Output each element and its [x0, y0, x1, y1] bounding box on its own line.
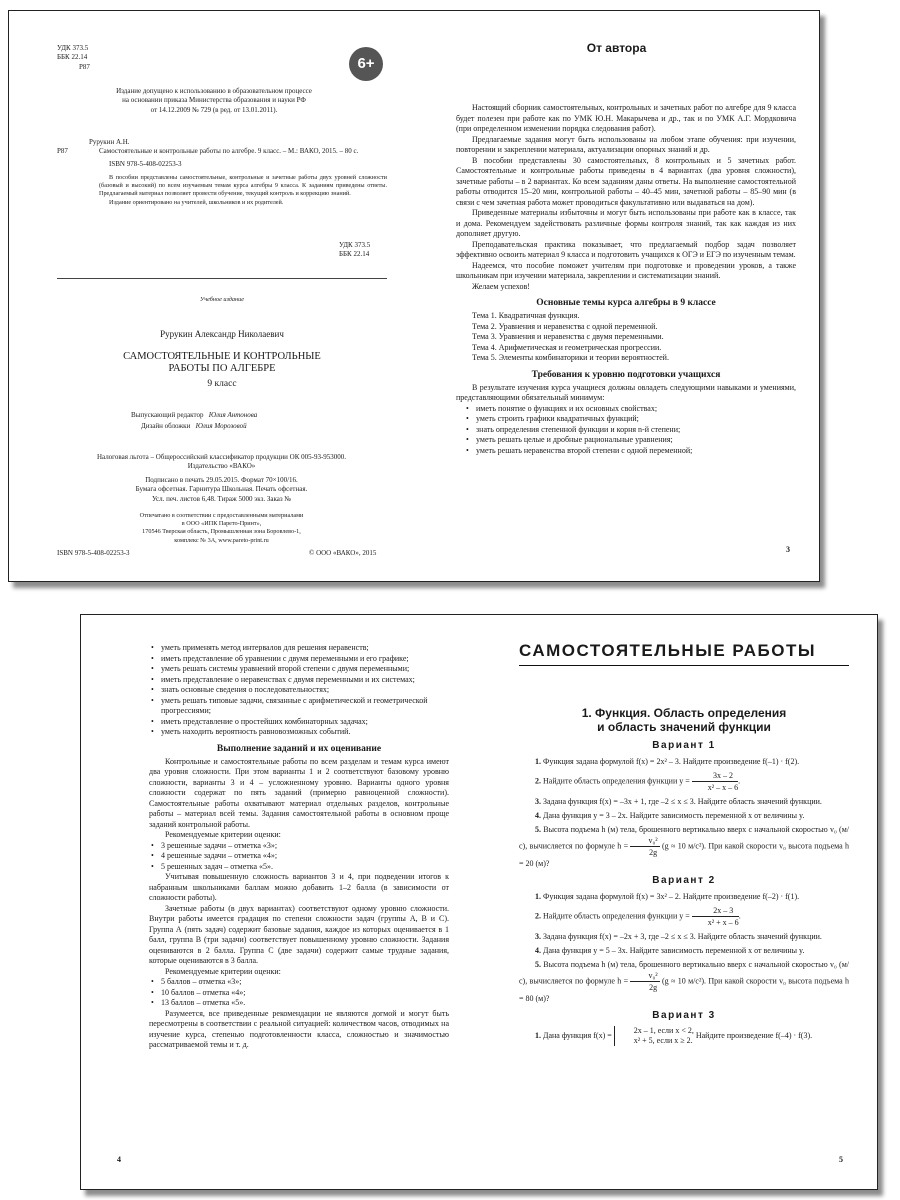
print-line: Усл. печ. листов 6,48. Тираж 5000 экз. Заказ № [151, 494, 292, 503]
paragraph: Учитывая повышенную сложность вариантов 3 и 4, при подведении итогов к набранным школьниками баллам можно добавить 1–2 балла (в зависимости от сложности работы). [149, 872, 449, 902]
udk-block [57, 44, 90, 72]
task-number: 5. [535, 825, 541, 834]
edition-type: Учебное издание [200, 296, 244, 303]
divider [57, 278, 387, 279]
grading-heading: Выполнение заданий и их оценивание [216, 743, 382, 754]
numerator: 3x – 2 [692, 770, 738, 782]
task-text: Найдите произведение [695, 1030, 774, 1040]
printer-line: 170546 Тверская область, Промышленная зона Боровлево-1, [142, 528, 301, 536]
piecewise-case: 2x – 1, если x < 2, [633, 1026, 694, 1035]
page-title: САМОСТОЯТЕЛЬНЫЕ РАБОТЫ [519, 641, 849, 666]
task-text: Дана функция f(x) = [543, 1030, 612, 1040]
list-item: • уметь находить вероятность равновозможных событий. [149, 727, 449, 738]
task-text: Функция задана формулой f(x) = 3x² – 2. Найдите произведение f(–2) · f(1). [543, 892, 800, 901]
paragraph: Зачетные работы (в двух вариантах) соответствуют одному уровню сложности. Внутри работы имеется градация по степени сложности задач (группы А, В и С). Группа А (пять задач) содержит базовые задания, каждое из которых оценивается в 1 балл, группа В (три задачи) соответствует повышенному уровню сложности. Задания оцениваются в 2 балла. Группа С (две задачи) содержит самые трудные задания, которые оцениваются в 3 балла. [149, 903, 449, 965]
isbn: ISBN 978-5-408-02253-3 [109, 159, 182, 168]
editor-label: Выпускающий редактор [131, 411, 204, 419]
list-item: • уметь решать системы уравнений второй степени с двумя переменными; [149, 664, 449, 675]
criteria-label: Рекомендуемые критерии оценки: [165, 830, 281, 839]
topic-item: Тема 4. Арифметическая и геометрическая прогрессии. [472, 342, 662, 352]
piecewise [614, 1026, 694, 1046]
cover-line [141, 422, 247, 431]
topic-item: Тема 3. Уравнения и неравенства с двумя переменными. [472, 332, 664, 341]
list-item: • 10 баллов – отметка «4»; [149, 988, 449, 999]
task-number: 4. [535, 811, 541, 820]
fraction [630, 835, 659, 858]
spread-pages-2-3 [8, 10, 820, 582]
list-item: • уметь строить графики квадратичных функций; [464, 414, 796, 425]
udk-right-block [339, 241, 370, 260]
approval-line: на основании приказа Министерства образования и науки РФ [122, 96, 306, 105]
catalog-card [57, 138, 387, 207]
guidelines-body [149, 643, 449, 1051]
variant-heading: Вариант 3 [652, 1010, 716, 1021]
publisher: Издательство «ВАКО» [187, 462, 256, 471]
criteria-list [149, 977, 449, 1009]
section-title-line: и область значений функции [597, 720, 771, 734]
task-text: . [738, 911, 741, 921]
section-title [519, 706, 849, 734]
bbk-line: ББК 22.14 [339, 250, 370, 259]
foreword-body [456, 103, 796, 456]
requirements-list [456, 404, 796, 457]
page-title: От автора [586, 41, 647, 55]
task-text: (g ≈ 10 м/с²). При какой скорости v₀ высота подъема h = 80 (м)? [519, 976, 850, 1003]
foreword-page [414, 11, 819, 581]
print-line: Бумага офсетная. Гарнитура Школьная. Печать офсетная. [135, 485, 308, 494]
task-number: 4. [535, 946, 541, 955]
denominator: x² – x – 6 [707, 783, 739, 792]
paragraph: Предлагаемые задания могут быть использованы на любом этапе обучения: при изучении, повторении и закреплении материала, актуализации опорных знаний и др. [456, 134, 796, 154]
denominator: x² + x – 6 [707, 918, 739, 927]
paragraph: Приведенные материалы избыточны и могут быть использованы при работе как в классе, так и дома. Рекомендуем задействовать различные формы контроля знаний, так как каждая из них дополняет другую. [456, 208, 796, 238]
topic-item: Тема 5. Элементы комбинаторики и теории вероятностей. [472, 353, 669, 362]
spread-pages-4-5 [80, 614, 878, 1190]
task-text: Высота подъема h (м) тела, брошенного вертикально вверх с начальной скоростью v₀ (м/с), вычисляется по формуле h = [519, 825, 849, 851]
denominator: 2g [649, 848, 658, 857]
age-rating-badge: 6+ [349, 47, 383, 81]
task [519, 810, 849, 821]
topic-item: Тема 1. Квадратичная функция. [472, 311, 580, 320]
task-number: 1. [535, 757, 541, 766]
task-text: . [738, 776, 741, 786]
task-number: 3. [535, 797, 541, 806]
task [519, 756, 849, 767]
task [519, 905, 849, 928]
task-text: Дана функция y = 3 – 2x. Найдите зависимость переменной x от величины y. [543, 811, 805, 820]
task-text: Найдите область определения функции y = [543, 776, 690, 786]
printer-line: в ООО «ИПК Парето-Принт», [181, 520, 262, 528]
criteria-list [149, 841, 449, 873]
list-item: • уметь решать целые и дробные рациональные уравнения; [464, 435, 796, 446]
list-item: • знать основные сведения о последовательностях; [149, 685, 449, 696]
editor-line [131, 411, 257, 420]
list-item: • 5 решенных задач – отметка «5». [149, 862, 449, 873]
task-text: Функция задана формулой f(x) = 2x² – 3. Найдите произведение f(–1) · f(2). [543, 757, 800, 766]
list-item: • 13 баллов – отметка «5». [149, 998, 449, 1009]
editor-name: Юлия Антонова [208, 411, 258, 419]
list-item: • 5 баллов – отметка «3»; [149, 977, 449, 988]
bbk-line: ББК 22.14 [57, 53, 88, 62]
criteria-label: Рекомендуемые критерии оценки: [165, 966, 281, 976]
paragraph: Разумеется, все приведенные рекомендации не являются догмой и могут быть пересмотрены в соответствии с реальной ситуацией: количеством часов, отводимых на изучение курса, степенью подготовленности класса, сложностью и значимостью рассматриваемой темы и т. д. [149, 1008, 449, 1049]
requirements-intro: В результате изучения курса учащиеся должны овладеть следующими навыками и умениями, представляющими обязательный минимум: [456, 382, 796, 402]
udk-line: УДК 373.5 [57, 44, 89, 52]
task-number: 1. [535, 1030, 541, 1040]
paragraph: Желаем успехов! [472, 281, 530, 291]
task [519, 1026, 849, 1046]
task-text: Дана функция y = 5 – 3x. Найдите зависимость переменной x от величины y. [543, 946, 805, 955]
task-text: (g ≈ 10 м/с²). При какой скорости v₀ высота подъема h = 20 (м)? [519, 841, 850, 868]
requirements-heading: Требования к уровню подготовки учащихся [531, 369, 721, 380]
imprint-page [9, 11, 414, 581]
list-item: • уметь решать неравенства второй степени с одной переменной; [464, 446, 796, 457]
grade: 9 класс [207, 379, 237, 389]
udk-line: УДК 373.5 [339, 241, 371, 249]
publisher-block [49, 453, 394, 472]
list-item: • 4 решенные задачи – отметка «4»; [149, 851, 449, 862]
paragraph: Преподавательская практика показывает, что предлагаемый подбор задач позволяет эффективно освоить материал 9 класса и подготовить учащихся к ОГЭ и ЕГЭ по изученным темам. [456, 239, 796, 259]
task-number: 3. [535, 932, 541, 941]
printer-line: комплекс № 3А, www.pareto-print.ru [174, 536, 269, 544]
approval-note [49, 87, 379, 115]
piecewise-case: x² + 5, если x ≥ 2. [633, 1036, 693, 1045]
catalog-description: Самостоятельные и контрольные работы по алгебре. 9 класс. – М.: ВАКО, 2015. – 80 с. [99, 147, 359, 156]
printer-line: Отпечатано в соответствии с предоставленными материалами [139, 512, 304, 519]
exercises-page [479, 615, 877, 1189]
page-number: 4 [117, 1155, 121, 1164]
tax-note: Налоговая льгота – Общероссийский классификатор продукции ОК 005-93-953000. [96, 453, 347, 461]
numerator: v₀² [630, 970, 659, 982]
approval-line: от 14.12.2009 № 729 (в ред. от 13.01.2011). [150, 105, 278, 114]
page-number: 5 [839, 1155, 843, 1164]
list-item: • иметь понятие о функциях и их основных свойствах; [464, 404, 796, 415]
list-item: • иметь представление о простейших комбинаторных задачах; [149, 717, 449, 728]
topics-heading: Основные темы курса алгебры в 9 классе [536, 298, 716, 308]
code-line: P87 [79, 62, 90, 71]
task [519, 945, 849, 956]
numerator: v₀² [630, 835, 659, 847]
task-text: f(–4) · f(3). [775, 1030, 813, 1040]
paragraph: Настоящий сборник самостоятельных, контрольных и зачетных работ по алгебре для 9 класса будет полезен при работе как по УМК Ю.Н. Макарычева и др., так и по УМК А.Г. Мордковича (при определенном изменении порядка следования работ). [456, 103, 796, 133]
task-text: Высота подъема h (м) тела, брошенного вертикально вверх с начальной скоростью v₀ (м/с), вычисляется по формуле h = [519, 960, 849, 986]
fraction [692, 770, 741, 793]
exercises-body [519, 641, 849, 1049]
task [519, 796, 849, 807]
list-item: • уметь применять метод интервалов для решения неравенств; [149, 643, 449, 654]
variant-heading: Вариант 2 [652, 875, 716, 886]
task-text: Найдите область определения функции y = [543, 911, 690, 921]
fraction [692, 905, 739, 928]
approval-line: Издание допущено к использованию в образовательном процессе [116, 87, 312, 95]
skills-list [149, 643, 449, 738]
cover-label: Дизайн обложки [141, 422, 191, 430]
topic-item: Тема 2. Уравнения и неравенства с одной переменной. [472, 321, 658, 331]
list-item: • знать определения степенной функции и корня n-й степени; [464, 425, 796, 436]
task-text: Задана функция f(x) = –3x + 1, где –2 ≤ x ≤ 3. Найдите область значений функции. [543, 797, 822, 806]
task [519, 931, 849, 942]
task [519, 959, 849, 1004]
author-short: Рурукин А.Н. [89, 138, 130, 146]
numerator: 2x – 3 [692, 905, 739, 917]
print-info [49, 476, 394, 504]
audience-note: Издание ориентировано на учителей, школьников и их родителей. [109, 198, 284, 206]
book-title: САМОСТОЯТЕЛЬНЫЕ И КОНТРОЛЬНЫЕ РАБОТЫ ПО АЛГЕБРЕ [123, 351, 321, 374]
list-item: • иметь представление об уравнении с двумя переменными и его графике; [149, 654, 449, 665]
task-number: 2. [535, 776, 541, 786]
printer-info [49, 512, 394, 545]
fraction [630, 970, 659, 993]
task-number: 2. [535, 911, 541, 921]
paragraph: Надеемся, что пособие поможет учителям при подготовке и проведении уроков, а также школьникам при изучении материала, закреплении и систематизации знаний. [456, 260, 796, 280]
task [519, 824, 849, 869]
annotation: В пособии представлены самостоятельные, контрольные и зачетные работы двух уровней сложности (базовый и высокий) по всем изучаемым темам курса алгебры 9 класса. К заданиям приведены ответы. Предлагаемый материал позволяет провести обучение, текущий контроль и коррекцию знаний. [99, 173, 387, 198]
task-number: 1. [535, 892, 541, 901]
page-number: 3 [786, 545, 790, 554]
guidelines-page [81, 615, 479, 1189]
list-item: • уметь решать типовые задачи, связанные с арифметической и геометрической прогрессиями; [149, 696, 449, 717]
copyright: © ООО «ВАКО», 2015 [309, 549, 377, 557]
author-full-name: Рурукин Александр Николаевич [160, 329, 284, 339]
denominator: 2g [649, 983, 658, 992]
paragraph: Контрольные и самостоятельные работы по всем разделам и темам курса имеют два уровня сложности. При этом варианты 1 и 2 соответствуют базовому уровню сложности, варианты 3 и 4 – усложненному уровню. Варианты одного уровня сложности содержат по пять заданий (примерно равноценной сложности). Самостоятельные работы охватывают материал отдельных разделов, контрольные работы – материал всей темы. Задания самостоятельной работы в основном проще заданий контрольной работы. [149, 756, 449, 829]
section-title-line: 1. Функция. Область определения [581, 706, 787, 720]
paragraph: В пособии представлены 30 самостоятельных, 8 контрольных и 5 зачетных работ. Самостоятельные и контрольные работы приведены в 4 вариантах (два уровня сложности), зачетные работы – в 2 вариантах. Ко всем заданиям даны ответы. На выполнение самостоятельной работы отводится 15–20 мин, контрольной работы – 40–45 мин, зачетной работы – 85–90 мин (в связи с чем зачетная работа может проводиться факультативно или выдаваться на дом). [456, 155, 796, 207]
catalog-code: P87 [57, 147, 68, 156]
task-number: 5. [535, 960, 541, 969]
list-item: • иметь представление о неравенствах с двумя переменными и их системах; [149, 675, 449, 686]
footer-isbn: ISBN 978-5-408-02253-3 [57, 549, 130, 557]
task-text: Задана функция f(x) = –2x + 3, где –2 ≤ x ≤ 3. Найдите область значений функции. [543, 932, 822, 941]
print-line: Подписано в печать 29.05.2015. Формат 70×100/16. [145, 476, 298, 484]
list-item: • 3 решенные задачи – отметка «3»; [149, 841, 449, 852]
task [519, 770, 849, 793]
cover-designer: Юлия Морозовой [195, 422, 247, 430]
task [519, 891, 849, 902]
variant-heading: Вариант 1 [652, 740, 716, 751]
